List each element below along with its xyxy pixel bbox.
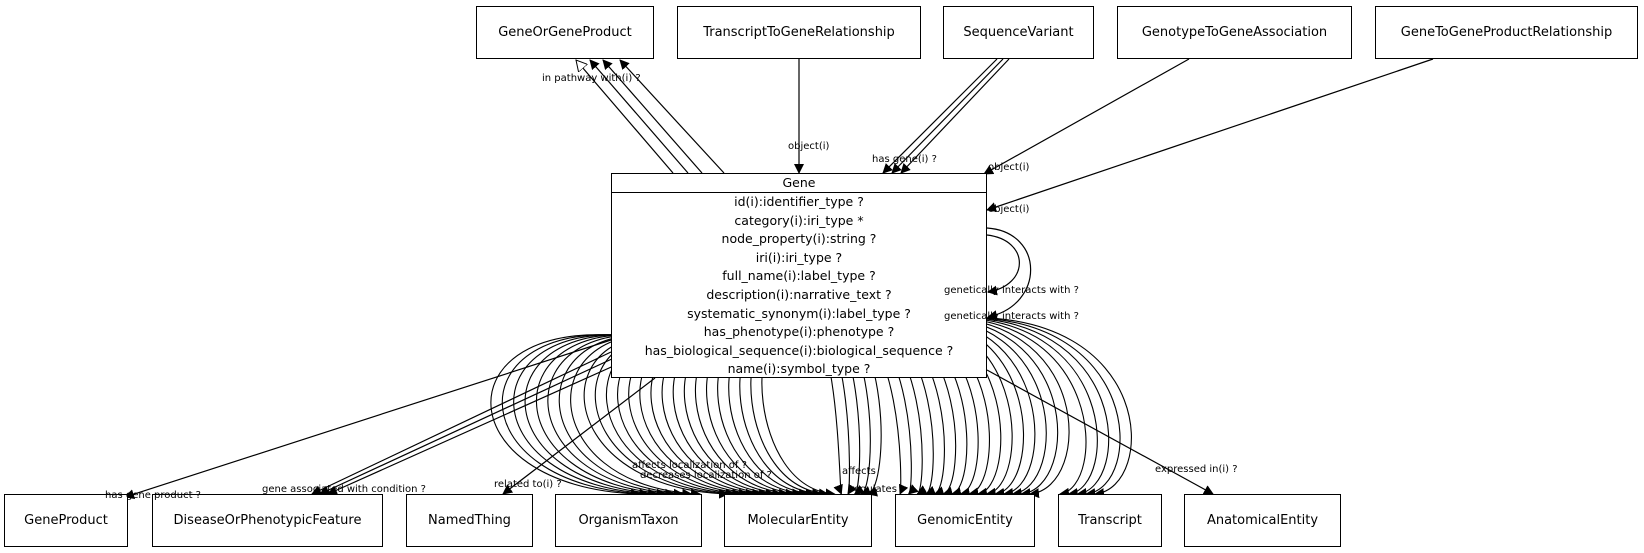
class-anatomical-entity[interactable]: AnatomicalEntity [1184, 494, 1341, 547]
class-sequence-variant[interactable]: SequenceVariant [943, 6, 1094, 59]
edge-label-object-genotype: object(i) [988, 162, 1030, 173]
gene-attribute: systematic_synonym(i):label_type ? [687, 305, 911, 321]
class-gene-to-gene-product-relationship[interactable]: GeneToGeneProductRelationship [1375, 6, 1638, 59]
class-gene-or-gene-product[interactable]: GeneOrGeneProduct [476, 6, 654, 59]
gene-attribute: iri(i):iri_type ? [755, 249, 843, 265]
edge-label-genetically-interacts-1: genetically interacts with ? [944, 285, 1079, 296]
gene-attribute: node_property(i):string ? [721, 231, 877, 247]
edge-label-in-pathway-with: in pathway with(i) ? [542, 73, 641, 84]
gene-attribute: description(i):narrative_text ? [706, 286, 892, 302]
class-genotype-to-gene-association[interactable]: GenotypeToGeneAssociation [1117, 6, 1352, 59]
edge-expressed-in [987, 370, 1213, 494]
edge-label-affects: affects [842, 466, 876, 477]
edge-label-related-to: related to(i) ? [494, 479, 562, 490]
gene-attribute: has_biological_sequence(i):biological_sequence ? [644, 342, 954, 358]
edge-label-genetically-interacts-2: genetically interacts with ? [944, 311, 1079, 322]
class-gene[interactable] [611, 173, 987, 378]
edge-condition-2 [320, 358, 614, 494]
edge-label-expressed-in: expressed in(i) ? [1155, 464, 1238, 475]
edge-label-object-gene-product-rel: object(i) [988, 204, 1030, 215]
class-genomic-entity[interactable]: GenomicEntity [895, 494, 1035, 547]
edge-label-regulates: regulates [850, 484, 897, 495]
gene-attribute: full_name(i):label_type ? [722, 268, 876, 284]
class-organism-taxon[interactable]: OrganismTaxon [555, 494, 702, 547]
class-transcript[interactable]: Transcript [1058, 494, 1162, 547]
gene-attribute: category(i):iri_type * [734, 212, 864, 228]
edge-label-has-gene-variant: has gene(i) ? [872, 154, 937, 165]
edge-self-loop-2 [987, 228, 1031, 317]
gene-attribute: name(i):symbol_type ? [727, 361, 871, 377]
class-molecular-entity[interactable]: MolecularEntity [724, 494, 872, 547]
gene-attributes [612, 193, 986, 379]
edge-label-object-transcript: object(i) [788, 141, 830, 152]
gene-attribute: has_phenotype(i):phenotype ? [703, 324, 895, 340]
edge-condition-3 [328, 364, 618, 494]
class-transcript-to-gene-relationship[interactable]: TranscriptToGeneRelationship [677, 6, 921, 59]
edge-label-gene-associated-with-condition: gene associated with condition ? [262, 484, 426, 495]
edge-self-loop-1 [987, 235, 1019, 292]
class-disease-or-phenotypic-feature[interactable]: DiseaseOrPhenotypicFeature [152, 494, 383, 547]
class-gene-product[interactable]: GeneProduct [4, 494, 128, 547]
edge-label-affects-localization-of: affects localization of ? [632, 460, 747, 471]
gene-attribute: id(i):identifier_type ? [734, 194, 864, 209]
edge-genotype-object [984, 59, 1189, 174]
edge-has-gene-product [125, 340, 611, 497]
class-named-thing[interactable]: NamedThing [406, 494, 533, 547]
gene-title: Gene [612, 174, 986, 193]
edge-label-decreases-localization-of: decreases localization of ? [640, 470, 772, 481]
edge-label-has-gene-product: has gene product ? [105, 490, 201, 501]
